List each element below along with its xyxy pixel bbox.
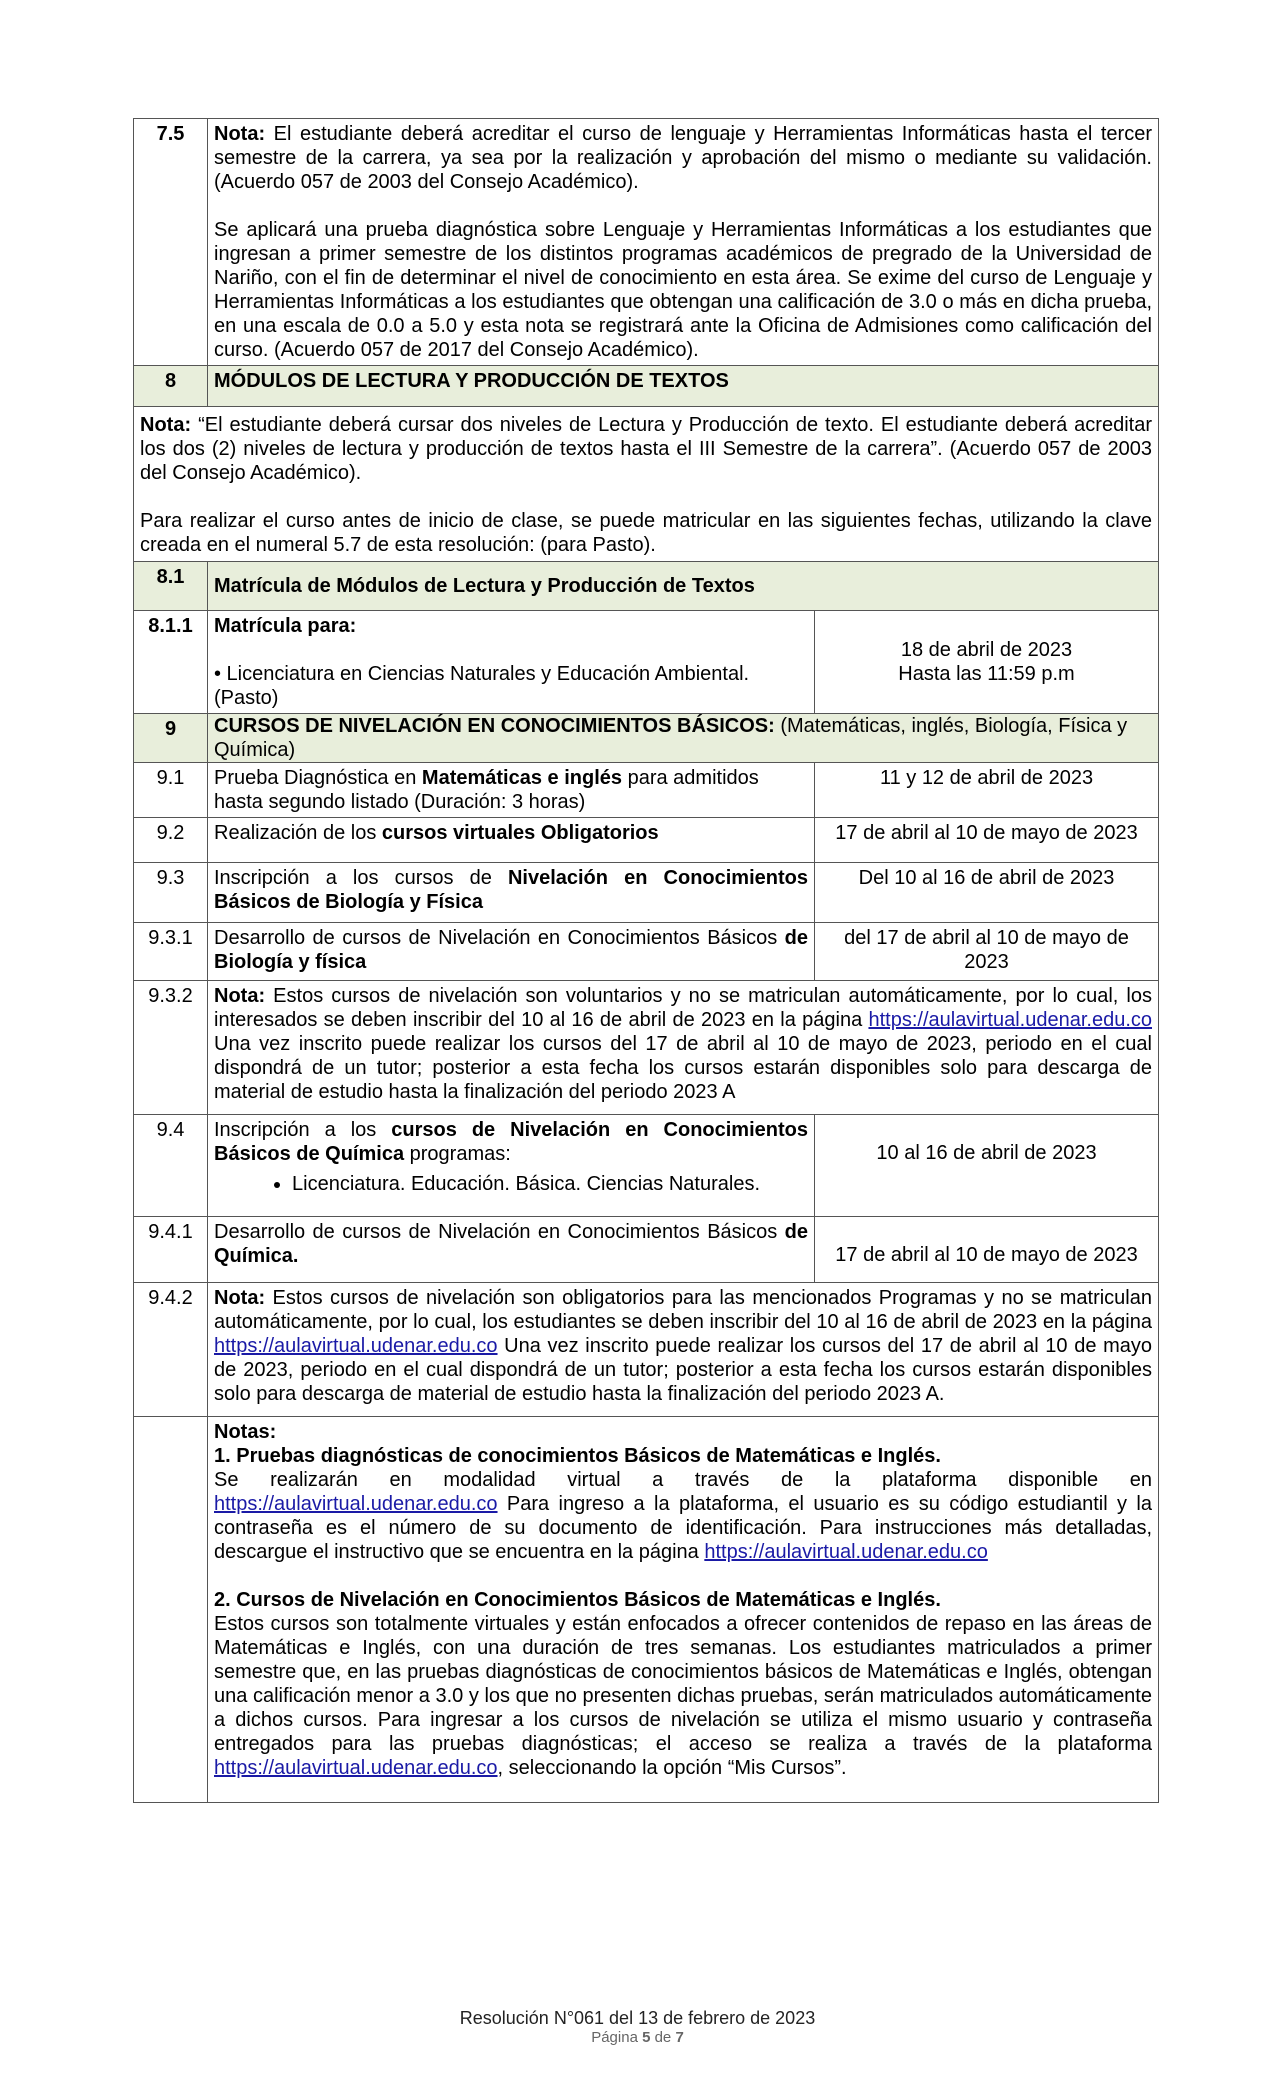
text: Se realizarán en modalidad virtual a través de la plataforma disponible en — [214, 1469, 1152, 1491]
text-bold: Matemáticas e inglés — [421, 767, 623, 789]
note-text: Estos cursos de nivelación son obligatorios para las mencionados Programas y no se matriculan automáticamente, por lo cual, los estudiantes se deben inscribir del 10 al 16 de abril de 2023 en la página — [214, 1287, 1152, 1333]
text: Para ingreso a la plataforma, el usuario es su código estudiantil y la contraseña es el número de su documento de identificación. Para instrucciones más detalladas, descargue el instructivo que se encuentra en la página — [214, 1493, 1152, 1563]
row-content — [208, 611, 815, 714]
paragraph — [214, 1468, 1152, 1564]
text-bold: cursos virtuales Obligatorios — [381, 822, 659, 844]
row-number: 7.5 — [134, 119, 208, 366]
program-item: • Licenciatura en Ciencias Naturales y Educación Ambiental. (Pasto) — [214, 663, 750, 709]
row-number: 9.4 — [134, 1115, 208, 1217]
date-text: 18 de abril de 2023 — [900, 639, 1073, 661]
section-title-rest: (Matemáticas, inglés, Biología, Física y Química) — [214, 715, 1128, 761]
row-9-3 — [134, 863, 1159, 923]
row-number: 8.1.1 — [134, 611, 208, 714]
paragraph — [214, 1118, 808, 1166]
row-content — [208, 763, 815, 818]
row-content — [208, 1217, 815, 1283]
row-8-1-1 — [134, 611, 1159, 714]
text: Inscripción a los — [214, 1119, 392, 1141]
row-9-4 — [134, 1115, 1159, 1217]
section-title: Matrícula de Módulos de Lectura y Producción de Textos — [208, 562, 1159, 611]
row-number: 8 — [134, 366, 208, 407]
date-cell: del 17 de abril al 10 de mayo de 2023 — [815, 923, 1159, 981]
paragraph — [214, 122, 1152, 194]
row-number: 9 — [134, 714, 208, 763]
note-text: Una vez inscrito puede realizar los cursos del 17 de abril al 10 de mayo de 2023, periodo en el cual dispondrá de un tutor; posterior a esta fecha los cursos estarán disponibles solo para descarga de material de estudio hasta la finalización del periodo 2023 A. — [214, 1335, 1152, 1405]
section-title — [208, 714, 1159, 763]
text: Desarrollo de cursos de Nivelación en Conocimientos Básicos — [214, 1221, 785, 1243]
note-label: Nota: — [214, 985, 266, 1007]
list-item: • Licenciatura. Educación. Básica. Ciencias Naturales. — [292, 1172, 808, 1196]
row-number: 9.2 — [134, 818, 208, 863]
paragraph — [214, 1612, 1152, 1780]
note-label: Nota: — [214, 123, 266, 145]
row-number: 9.4.2 — [134, 1283, 208, 1417]
paragraph: Para realizar el curso antes de inicio de clase, se puede matricular en las siguientes fechas, utilizando la clave creada en el numeral 5.7 de esta resolución: (para Pasto). — [140, 510, 1152, 556]
text: Realización de los — [214, 822, 382, 844]
note-text: “El estudiante deberá cursar dos niveles de Lectura y Producción de texto. El estudiante deberá acreditar los dos (2) niveles de lectura y producción de textos hasta el III Semestre de la carrera”. (Acuerdo 057 de 2003 del Consejo Académico). — [140, 414, 1152, 484]
date-cell: 11 y 12 de abril de 2023 — [815, 763, 1159, 818]
row-content — [208, 818, 815, 863]
row-content — [208, 1283, 1159, 1417]
row-content — [208, 1115, 815, 1217]
aulavirtual-link[interactable]: https://aulavirtual.udenar.edu.co — [214, 1493, 498, 1515]
notes-heading-1: 1. Pruebas diagnósticas de conocimientos Básicos de Matemáticas e Inglés. — [214, 1445, 941, 1467]
page-mid: de — [650, 2029, 676, 2046]
footer-resolution: Resolución N°061 del 13 de febrero de 2023 — [459, 2008, 816, 2028]
note-label: Nota: — [140, 414, 192, 436]
text: , seleccionando la opción “Mis Cursos”. — [497, 1757, 847, 1779]
aulavirtual-link[interactable]: https://aulavirtual.udenar.edu.co — [868, 1009, 1152, 1031]
text: para admitidos hasta segundo listado (Duración: 3 horas) — [214, 767, 759, 813]
section-title-bold: CURSOS DE NIVELACIÓN EN CONOCIMIENTOS BÁSICOS: — [214, 715, 775, 737]
row-9-4-1 — [134, 1217, 1159, 1283]
row-number: 9.3.1 — [134, 923, 208, 981]
date-cell: 10 al 16 de abril de 2023 — [815, 1115, 1159, 1217]
aulavirtual-link[interactable]: https://aulavirtual.udenar.edu.co — [704, 1541, 988, 1563]
row-7-5 — [134, 119, 1159, 366]
row-9-3-1 — [134, 923, 1159, 981]
date-cell — [815, 611, 1159, 714]
row-8-1 — [134, 562, 1159, 611]
date-cell: 17 de abril al 10 de mayo de 2023 — [815, 818, 1159, 863]
paragraph: Se aplicará una prueba diagnóstica sobre Lenguaje y Herramientas Informáticas a los estudiantes que ingresan a primer semestre de los distintos programas académicos de pregrado de la Universidad de Nariño, con el fin de determinar el nivel de conocimiento en esta área. Se exime del curso de Lenguaje y Herramientas Informáticas a los estudiantes que obtengan una calificación de 3.0 o más en dicha prueba, en una escala de 0.0 a 5.0 y esta nota se registrará ante la Oficina de Admisiones como calificación del curso. (Acuerdo 057 de 2017 del Consejo Académico). — [214, 219, 1152, 361]
row-number: 9.1 — [134, 763, 208, 818]
section-title: MÓDULOS DE LECTURA Y PRODUCCIÓN DE TEXTOS — [208, 366, 1159, 407]
notes-content — [208, 1417, 1159, 1803]
page-total: 7 — [675, 2029, 684, 2046]
schedule-table — [133, 118, 1159, 1803]
text: Desarrollo de cursos de Nivelación en Conocimientos Básicos — [214, 927, 785, 949]
row-content — [134, 407, 1159, 562]
text: Inscripción a los cursos de — [214, 867, 508, 889]
text-bold: cursos de Nivelación en Conocimientos Básicos de Química — [214, 1119, 808, 1165]
row-9-3-2 — [134, 981, 1159, 1115]
text-bold: Nivelación en Conocimientos Básicos de Biología y Física — [214, 867, 808, 913]
row-notes — [134, 1417, 1159, 1803]
page-prefix: Página — [591, 2029, 643, 2046]
text: Estos cursos son totalmente virtuales y están enfocados a ofrecer contenidos de repaso en las áreas de Matemáticas e Inglés, con una duración de tres semanas. Los estudiantes matriculados a primer semestre que, en las pruebas diagnósticas de conocimientos básicos de Matemáticas e Inglés, obtengan una calificación menor a 3.0 y los que no presenten dichas pruebas, serán matriculados automáticamente a dichos cursos. Para ingresar a los cursos de nivelación se utiliza el mismo usuario y contraseña entregados para las pruebas diagnósticas; el acceso se realiza a través de la plataforma — [214, 1613, 1152, 1755]
notes-title: Notas: — [214, 1421, 277, 1443]
date-cell: Del 10 al 16 de abril de 2023 — [815, 863, 1159, 923]
note-label: Nota: — [214, 1287, 266, 1309]
row-content — [208, 923, 815, 981]
empty-cell — [134, 1417, 208, 1803]
text-bold: de Química. — [214, 1221, 808, 1267]
note-text: El estudiante deberá acreditar el curso de lenguaje y Herramientas Informáticas hasta el tercer semestre de la carrera, ya sea por la realización y aprobación del mismo o mediante su validación. (Acuerdo 057 de 2003 del Consejo Académico). — [214, 123, 1152, 193]
row-number: 9.4.1 — [134, 1217, 208, 1283]
row-number: 9.3 — [134, 863, 208, 923]
aulavirtual-link[interactable]: https://aulavirtual.udenar.edu.co — [214, 1757, 498, 1779]
page-number — [0, 2029, 1275, 2047]
paragraph — [140, 413, 1152, 485]
row-number: 9.3.2 — [134, 981, 208, 1115]
text-bold: de Biología y física — [214, 927, 808, 973]
row-9-2 — [134, 818, 1159, 863]
notes-heading-2: 2. Cursos de Nivelación en Conocimientos Básicos de Matemáticas e Inglés. — [214, 1589, 941, 1611]
time-text: Hasta las 11:59 p.m — [898, 663, 1075, 685]
row-8-note — [134, 407, 1159, 562]
page-current: 5 — [642, 2029, 651, 2046]
enrollment-heading: Matrícula para: — [214, 615, 357, 637]
row-9 — [134, 714, 1159, 763]
row-9-1 — [134, 763, 1159, 818]
row-content — [208, 119, 1159, 366]
row-content — [208, 981, 1159, 1115]
note-text: Estos cursos de nivelación son voluntarios y no se matriculan automáticamente, por lo cual, los interesados se deben inscribir del 10 al 16 de abril de 2023 en la página — [214, 985, 1152, 1031]
note-text: Una vez inscrito puede realizar los cursos del 17 de abril al 10 de mayo de 2023, periodo en el cual dispondrá de un tutor; posterior a esta fecha los cursos estarán disponibles solo para descarga de material de estudio hasta la finalización del periodo 2023 A — [214, 1033, 1152, 1103]
row-number: 8.1 — [134, 562, 208, 611]
text: programas: — [404, 1143, 511, 1165]
date-cell: 17 de abril al 10 de mayo de 2023 — [815, 1217, 1159, 1283]
row-9-4-2 — [134, 1283, 1159, 1417]
aulavirtual-link[interactable]: https://aulavirtual.udenar.edu.co — [214, 1335, 498, 1357]
row-content — [208, 863, 815, 923]
text: Prueba Diagnóstica en — [214, 767, 422, 789]
row-8 — [134, 366, 1159, 407]
program-list — [214, 1172, 808, 1196]
